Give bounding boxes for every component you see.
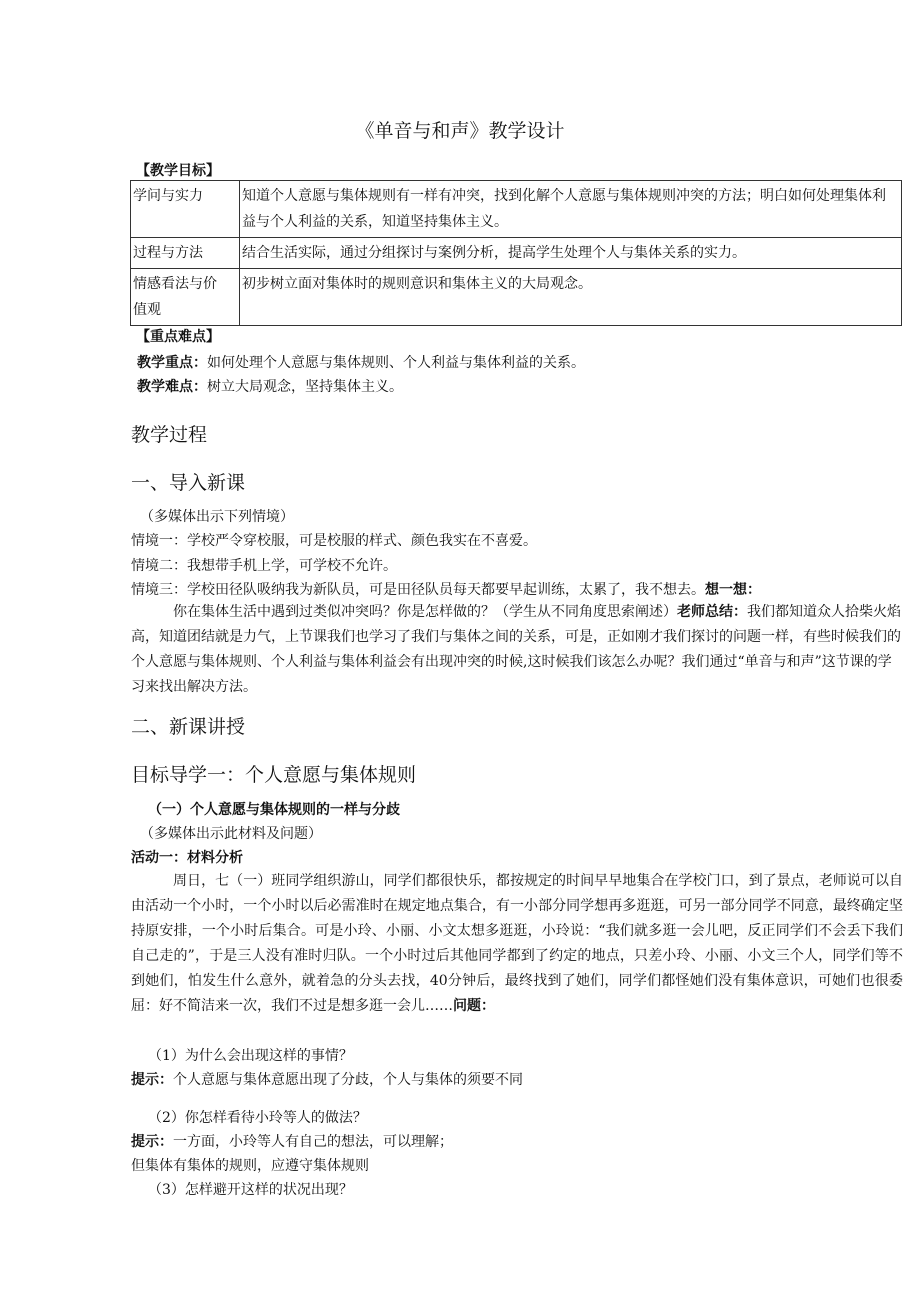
focus-text: 如何处理个人意愿与集体规则、个人利益与集体利益的关系。 [207, 355, 585, 371]
answer-2 [131, 1131, 453, 1151]
answer-1-text: 个人意愿与集体意愿出现了分歧，个人与集体的须要不同 [173, 1072, 523, 1088]
scene-3-text: 情境三：学校田径队吸纳我为新队员，可是田径队员每天都要早起训练，太累了，我不想去。 [131, 582, 705, 598]
question-1: （1）为什么会出现这样的事情？ [148, 1048, 353, 1064]
think-label: 想一想： [705, 582, 761, 598]
goal-key-text: 情感看法与价值观 [133, 276, 217, 318]
media-note: （多媒体出示此材料及问题） [140, 826, 322, 842]
table-row [131, 181, 902, 238]
table-row [131, 238, 902, 269]
difficulty-label: 教学难点： [137, 379, 207, 395]
think-paragraph [131, 600, 903, 700]
answer-2-line2: 但集体有集体的规则，应遵守集体规则 [131, 1158, 369, 1174]
table-row [131, 269, 902, 326]
answer-1 [131, 1069, 523, 1089]
section1-heading: 一、导入新课 [131, 472, 246, 494]
difficulty-text: 树立大局观念，坚持集体主义。 [207, 379, 403, 395]
focus-line [137, 352, 585, 372]
document-title: 《单音与和声》教学设计 [355, 120, 565, 142]
section2-heading: 二、新课讲授 [131, 716, 246, 738]
hint-label: 提示： [131, 1134, 173, 1150]
question-2: （2）你怎样看待小玲等人的做法？ [148, 1110, 367, 1126]
focus-label: 教学重点： [137, 355, 207, 371]
questions-label: 问题： [453, 998, 495, 1014]
answer-2-text: 一方面，小玲等人有自己的想法，可以理解； [173, 1134, 453, 1150]
hint-label: 提示： [131, 1072, 173, 1088]
goal-value: 结合生活实际，通过分组探讨与案例分析，提高学生处理个人与集体关系的实力。 [240, 238, 902, 269]
story-text: 周日，七（一）班同学组织游山，同学们都很快乐，都按规定的时间早早地集合在学校门口，到了景点，老师说可以自由活动一个小时，一个小时以后必需准时在规定地点集合，有一小部分同学想再多逛逛，可另一部分同学不同意，最终确定坚持原安排，一个小时后集合。可是小玲、小丽、小文太想多逛逛，小玲说：“我们就多逛一会儿吧，反正同学们不会丢下我们自己走的”，于是三人没有准时归队。一个小时过后其他同学都到了约定的地点，只差小玲、小丽、小文三个人，同学们等不到她们，怕发生什么意外，就着急的分头去找，40分钟后，最终找到了她们，同学们都怪她们没有集体意识，可她们也很委屈：好不简洁来一次，我们不过是想多逛一会儿…… [131, 873, 903, 1014]
scene-1: 情境一：学校严令穿校服，可是校服的样式、颜色我实在不喜爱。 [131, 533, 537, 549]
scene-2: 情境二：我想带手机上学，可学校不允许。 [131, 558, 397, 574]
goal-key: 学问与实力 [131, 181, 240, 238]
question-3: （3）怎样避开这样的状况出现？ [148, 1182, 353, 1198]
target1-heading: 目标导学一：个人意愿与集体规则 [131, 764, 417, 786]
think-text: 你在集体生活中遇到过类似冲突吗？你是怎样做的？（学生从不同角度思索阐述） [173, 604, 677, 620]
activity1-heading: 活动一：材料分析 [131, 850, 243, 866]
scene-3 [131, 579, 761, 599]
teacher-text: 我们都知道众人拾柴火焰高，知道团结就是力气，上节课我们也学习了我们与集体之间的关系，可是，正如刚才我们探讨的问题一样，有些时候我们的个人意愿与集体规则、个人利益与集体利益会有出现冲突的时候,这时候我们该怎么办呢？我们通过“单音与和声”这节课的学习来找出解决方法。 [131, 604, 901, 695]
goal-key: 过程与方法 [131, 238, 240, 269]
goal-value: 初步树立面对集体时的规则意识和集体主义的大局观念。 [240, 269, 902, 326]
teacher-label: 老师总结： [677, 604, 747, 620]
goal-value: 知道个人意愿与集体规则有一样有冲突，找到化解个人意愿与集体规则冲突的方法；明白如何处理集体利益与个人利益的关系，知道坚持集体主义。 [240, 181, 902, 238]
goals-table [130, 180, 902, 326]
goals-heading: 【教学目标】 [136, 163, 220, 179]
media-note: （多媒体出示下列情境） [140, 509, 294, 525]
keypoints-heading: 【重点难点】 [136, 329, 220, 345]
difficulty-line [137, 376, 403, 396]
process-heading: 教学过程 [131, 424, 208, 446]
story-paragraph [131, 869, 903, 1019]
goal-key [131, 269, 240, 326]
sub1-heading: （一）个人意愿与集体规则的一样与分歧 [148, 802, 400, 818]
